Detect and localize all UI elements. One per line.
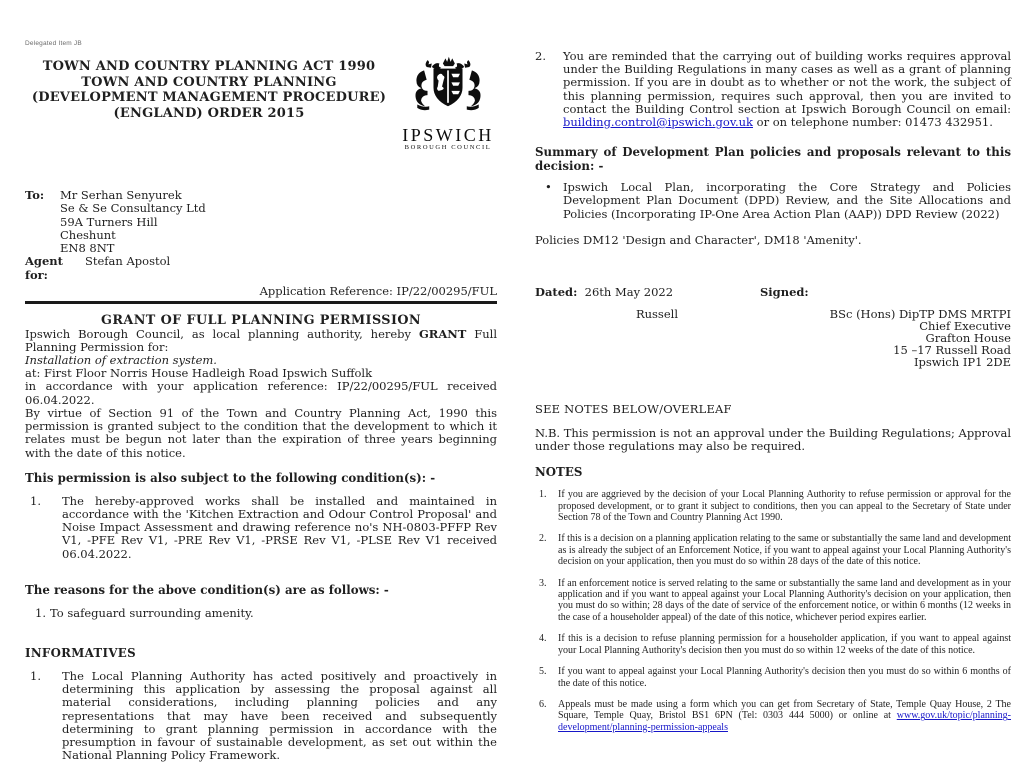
document-header — [25, 59, 497, 175]
recipient-line: EN8 8NT — [60, 241, 115, 256]
act-title-line: (ENGLAND) ORDER 2015 — [113, 105, 305, 121]
note-item — [535, 533, 1011, 567]
council-logo-subtitle: BOROUGH COUNCIL — [404, 144, 492, 151]
signatory-line: BSc (Hons) DipTP DMS MRTPI — [829, 306, 1011, 321]
development-description: Installation of extraction system. — [25, 353, 217, 368]
condition-number: 1. — [30, 493, 41, 508]
note-item — [535, 489, 1011, 523]
informative-text-part: or on telephone number: 01473 432951. — [753, 115, 993, 130]
recipient-lines — [60, 189, 206, 255]
to-label: To: — [25, 188, 45, 202]
note-text-part: Appeals must be made using a form which you can get from Secretary of State, Temple Quay House, 2 The Square, Temple Quay, Bristol BS1 6PN (Tel: 0303 444 5000) or online at — [558, 698, 1011, 722]
delegated-item-note: Delegated Item JB — [25, 40, 82, 47]
note-number: 3. — [539, 577, 547, 589]
recipient-line: Cheshunt — [60, 227, 116, 242]
recipient-line: Se & Se Consultancy Ltd — [60, 201, 206, 216]
note-item — [535, 578, 1011, 624]
recipient-line: 59A Turners Hill — [60, 214, 158, 229]
dated-label: Dated: — [535, 284, 578, 299]
section91-paragraph: By virtue of Section 91 of the Town and Country Planning Act, 1990 this permission is granted subject to the condition that the development to which it relates must be begun not later than the expiration of three years beginning with the date of this notice. — [25, 405, 497, 460]
note-item — [535, 666, 1011, 689]
summary-heading: Summary of Development Plan policies and proposals relevant to this decision: - — [535, 145, 1011, 174]
summary-bullet-item — [535, 181, 1011, 221]
note-number: 2. — [539, 533, 547, 545]
informative-text: The Local Planning Authority has acted positively and proactively in determining this application by assessing the proposal against all material considerations, including planning policies and any representations that may have been received and subsequently determining to grant planning permission in accordance with the presumption in favour of sustainable development, as set out within the National Planning Policy Framework. — [62, 668, 497, 763]
act-title-line: (DEVELOPMENT MANAGEMENT PROCEDURE) — [31, 90, 387, 105]
council-logo-name: IPSWICH — [402, 125, 494, 145]
note-text: If you are aggrieved by the decision of your Local Planning Authority to refuse permission or approval for the proposed development, or to grant it subject to conditions, then you can appeal to the Secretary of State under Section 78 of the Town and Country Planning Act 1990. — [558, 489, 1011, 524]
note-item-appeals — [535, 699, 1011, 733]
nb-paragraph: N.B. This permission is not an approval under the Building Regulations; Approval under those regulations may also be required. — [535, 425, 1011, 454]
signed-label: Signed: — [760, 284, 809, 299]
see-notes-line: SEE NOTES BELOW/OVERLEAF — [535, 401, 732, 416]
conditions-heading: This permission is also subject to the following condition(s): - — [25, 470, 436, 485]
note-text: If this is a decision on a planning application relating to the same or substantially the same land and development as is already the subject of an Enforcement Notice, if you want to appeal against your Local Planning Authority's decision on your application, then you must do so within 28 days of the date of this notice. — [558, 533, 1011, 568]
policies-line: Policies DM12 'Design and Character', DM18 'Amenity'. — [535, 232, 862, 247]
building-control-email-link[interactable]: building.control@ipswich.gov.uk — [563, 115, 753, 130]
note-number: 5. — [539, 666, 547, 678]
act-title-line: TOWN AND COUNTRY PLANNING ACT 1990 — [42, 59, 376, 74]
act-title-line: TOWN AND COUNTRY PLANNING — [81, 74, 337, 90]
informative-item — [25, 670, 497, 762]
note-text: If this is a decision to refuse planning permission for a householder application, if you want to appeal against your Local Planning Authority's decision then you must do so within 12 weeks of the date of this notice. — [558, 633, 1011, 656]
condition-text: The hereby-approved works shall be installed and maintained in accordance with the 'Kitchen Extraction and Odour Control Proposal' and Noise Impact Assessment and drawing reference no's NH-0803-PFFP Rev V1, -PFE Rev V1, -PRE Rev V1, -PRSE Rev V1, -PLSE Rev V1 received 06.04.2022. — [62, 493, 497, 561]
grant-intro-suffix: Full Planning Permission for: — [25, 326, 498, 354]
appeals-url-link[interactable]: www.gov.uk/topic/planning-development/planning-permission-appeals — [558, 710, 1011, 733]
note-text — [558, 699, 1011, 733]
signatory-line: 15 –17 Russell Road — [893, 342, 1011, 357]
summary-bullet-text: Ipswich Local Plan, incorporating the Core Strategy and Policies Development Plan Document (DPD) Review, and the Site Allocations and Policies (Incorporating IP-One Area Action Plan (AAP)) DPD Review (2022) — [563, 180, 1011, 221]
condition-item — [25, 495, 497, 561]
recipient-line: Mr Serhan Senyurek — [60, 188, 182, 202]
site-address-line: at: First Floor Norris House Hadleigh Road Ipswich Suffolk — [25, 366, 373, 381]
informative-number: 1. — [30, 668, 41, 683]
accordance-line: in accordance with your application reference: IP/22/00295/FUL received 06.04.2022. — [25, 379, 497, 407]
grant-intro-prefix: Ipswich Borough Council, as local planning authority, hereby — [25, 326, 419, 341]
grant-intro — [25, 328, 497, 354]
dated-value: 26th May 2022 — [584, 284, 674, 299]
agent-name: Stefan Apostol — [85, 254, 171, 269]
grant-keyword: GRANT — [418, 326, 467, 341]
signatory-line: Grafton House — [925, 330, 1011, 345]
application-reference: Application Reference: IP/22/00295/FUL — [259, 284, 497, 299]
informative-item-2 — [535, 50, 1011, 129]
informative-number: 2. — [535, 49, 546, 63]
reasons-heading: The reasons for the above condition(s) are as follows: - — [25, 582, 389, 597]
dated-field — [535, 285, 760, 299]
reason-item — [25, 607, 497, 620]
council-crest-icon — [405, 55, 491, 125]
note-text: If an enforcement notice is served relating to the same or substantially the same land and development as in your application and if you want to appeal against your Local Planning Authority's decision on your application, then you must do so within; 28 days of the date of service of the enforcement notice, or within 6 months (12 weeks in the case of a householder appeal) of the date of this notice, whichever period expires earlier. — [558, 577, 1011, 623]
informative-text-part: You are reminded that the carrying out of building works requires approval under the Building Regulations in many cases as well as a grant of planning permission. If you are in doubt as to whether or not the work, the subject of this planning permission, requires such approval, then you are invited to contact the Building Control section at Ipswich Borough Council on email: — [563, 49, 1011, 116]
dated-signed-row — [535, 285, 1011, 299]
note-text: If you want to appeal against your Local Planning Authority's decision then you must do so within 6 months of the date of this notice. — [558, 666, 1011, 689]
agent-row — [25, 255, 497, 282]
notes-heading: NOTES — [535, 465, 583, 480]
signature-name: Russell — [635, 306, 678, 321]
informatives-heading: INFORMATIVES — [25, 645, 136, 660]
signature-block — [535, 308, 1011, 368]
agent-label: Agent for: — [25, 254, 63, 282]
recipient-address — [25, 189, 497, 255]
left-column — [25, 40, 497, 762]
informative-text — [563, 50, 1011, 129]
reason-number: 1. — [35, 605, 46, 620]
note-number: 4. — [539, 633, 547, 645]
grant-heading: GRANT OF FULL PLANNING PERMISSION — [101, 312, 421, 328]
reason-text: To safeguard surrounding amenity. — [50, 605, 254, 620]
note-item — [535, 633, 1011, 656]
act-title — [25, 59, 393, 121]
note-number: 1. — [539, 489, 547, 501]
right-column — [535, 50, 1011, 733]
note-number: 6. — [539, 698, 547, 710]
bullet-glyph: • — [545, 180, 552, 195]
council-logo — [396, 55, 500, 152]
signatory-line: Chief Executive — [919, 318, 1011, 333]
horizontal-rule — [25, 301, 497, 304]
signatory-line: Ipswich IP1 2DE — [913, 354, 1011, 369]
signatory-credentials — [678, 308, 1011, 368]
